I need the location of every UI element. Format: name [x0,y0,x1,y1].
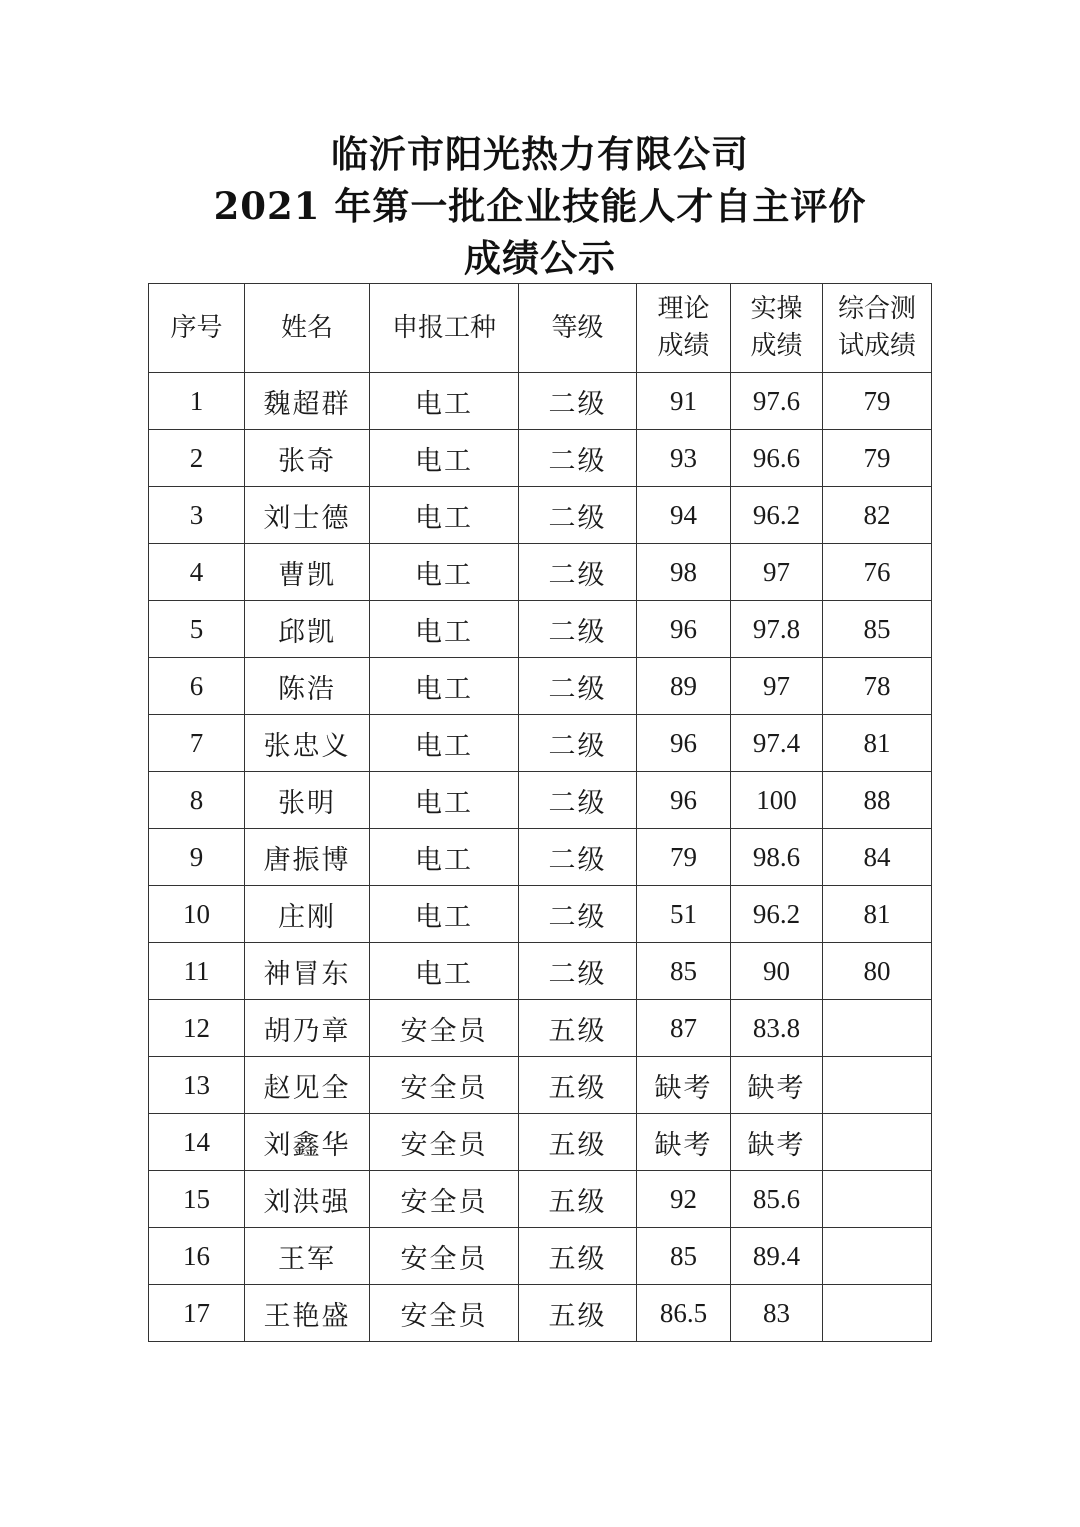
header-label-line2: 试成绩 [837,331,916,361]
cell-no: 13 [149,1057,245,1114]
title-announcement: 成绩公示 [464,236,616,280]
cell-no: 16 [149,1228,245,1285]
cell-name: 胡乃章 [245,1000,370,1057]
cell-trade: 电工 [370,601,519,658]
cell-no: 7 [149,715,245,772]
cell-level: 五级 [519,1114,637,1171]
cell-level: 二级 [519,772,637,829]
cell-comprehensive: 88 [823,772,932,829]
cell-practical: 90 [731,943,823,1000]
document-title [0,128,1080,284]
cell-theory: 89 [637,658,731,715]
table-row [149,886,932,943]
cell-practical: 97.8 [731,601,823,658]
title-batch: 2021 年第一批企业技能人才自主评价 [213,184,867,228]
header-comprehensive [823,284,932,373]
cell-trade: 电工 [370,943,519,1000]
cell-comprehensive: 82 [823,487,932,544]
cell-level: 五级 [519,1000,637,1057]
cell-trade: 电工 [370,544,519,601]
cell-comprehensive: 85 [823,601,932,658]
table-row [149,1285,932,1342]
table-row [149,715,932,772]
cell-name: 魏超群 [245,373,370,430]
cell-trade: 电工 [370,886,519,943]
table-row [149,1114,932,1171]
cell-comprehensive: 79 [823,373,932,430]
cell-level: 二级 [519,943,637,1000]
cell-trade: 电工 [370,715,519,772]
cell-level: 二级 [519,544,637,601]
cell-name: 邱凯 [245,601,370,658]
cell-name: 唐振博 [245,829,370,886]
cell-no: 3 [149,487,245,544]
cell-theory: 96 [637,601,731,658]
table-row [149,601,932,658]
cell-no: 4 [149,544,245,601]
table-row [149,487,932,544]
cell-trade: 安全员 [370,1171,519,1228]
cell-level: 五级 [519,1285,637,1342]
header-label-line2: 成绩 [657,331,710,361]
cell-practical: 89.4 [731,1228,823,1285]
cell-level: 五级 [519,1171,637,1228]
header-label: 序号 [170,312,223,343]
cell-practical: 100 [731,772,823,829]
cell-no: 9 [149,829,245,886]
cell-comprehensive: 76 [823,544,932,601]
cell-no: 11 [149,943,245,1000]
cell-theory: 86.5 [637,1285,731,1342]
cell-practical: 98.6 [731,829,823,886]
cell-name: 王艳盛 [245,1285,370,1342]
cell-practical: 97.6 [731,373,823,430]
cell-trade: 电工 [370,430,519,487]
cell-level: 二级 [519,829,637,886]
cell-name: 刘士德 [245,487,370,544]
cell-no: 15 [149,1171,245,1228]
cell-no: 8 [149,772,245,829]
cell-practical: 97.4 [731,715,823,772]
table-header-row [149,284,932,373]
cell-name: 陈浩 [245,658,370,715]
cell-level: 二级 [519,487,637,544]
cell-name: 张忠义 [245,715,370,772]
cell-theory: 92 [637,1171,731,1228]
cell-level: 五级 [519,1057,637,1114]
cell-theory: 79 [637,829,731,886]
cell-theory: 87 [637,1000,731,1057]
cell-theory: 96 [637,772,731,829]
table-body [149,373,932,1342]
table-row [149,1171,932,1228]
cell-no: 17 [149,1285,245,1342]
cell-trade: 电工 [370,658,519,715]
cell-name: 神冒东 [245,943,370,1000]
cell-level: 二级 [519,715,637,772]
cell-practical: 83.8 [731,1000,823,1057]
header-name [245,284,370,373]
cell-comprehensive [823,1171,932,1228]
cell-trade: 安全员 [370,1057,519,1114]
cell-comprehensive [823,1228,932,1285]
cell-level: 二级 [519,373,637,430]
table-row [149,1057,932,1114]
header-label: 等级 [551,312,604,343]
header-label: 申报工种 [391,312,496,343]
cell-level: 二级 [519,430,637,487]
cell-comprehensive: 78 [823,658,932,715]
cell-comprehensive: 84 [823,829,932,886]
cell-comprehensive: 81 [823,715,932,772]
cell-comprehensive [823,1114,932,1171]
cell-trade: 安全员 [370,1285,519,1342]
cell-no: 6 [149,658,245,715]
header-label-line1: 理论 [657,294,710,324]
cell-theory: 93 [637,430,731,487]
cell-theory: 85 [637,943,731,1000]
header-level [519,284,637,373]
cell-practical: 96.2 [731,886,823,943]
cell-no: 1 [149,373,245,430]
cell-trade: 电工 [370,373,519,430]
cell-practical: 96.6 [731,430,823,487]
cell-theory: 98 [637,544,731,601]
cell-comprehensive [823,1057,932,1114]
cell-name: 赵见全 [245,1057,370,1114]
cell-theory: 缺考 [637,1057,731,1114]
header-practical [731,284,823,373]
table-row [149,658,932,715]
cell-name: 王军 [245,1228,370,1285]
header-trade [370,284,519,373]
cell-trade: 电工 [370,829,519,886]
cell-theory: 缺考 [637,1114,731,1171]
cell-name: 庄刚 [245,886,370,943]
scores-table [148,283,932,1342]
cell-level: 五级 [519,1228,637,1285]
cell-comprehensive: 79 [823,430,932,487]
cell-comprehensive [823,1285,932,1342]
cell-name: 刘洪强 [245,1171,370,1228]
cell-comprehensive: 81 [823,886,932,943]
cell-trade: 电工 [370,487,519,544]
cell-name: 刘鑫华 [245,1114,370,1171]
header-no [149,284,245,373]
table-row [149,772,932,829]
cell-theory: 94 [637,487,731,544]
table-row [149,829,932,886]
cell-no: 10 [149,886,245,943]
table-row [149,1000,932,1057]
cell-comprehensive [823,1000,932,1057]
header-label-line1: 综合测 [837,294,916,324]
cell-trade: 安全员 [370,1000,519,1057]
cell-theory: 51 [637,886,731,943]
cell-no: 2 [149,430,245,487]
cell-level: 二级 [519,658,637,715]
cell-no: 12 [149,1000,245,1057]
cell-practical: 97 [731,658,823,715]
cell-name: 张明 [245,772,370,829]
cell-name: 曹凯 [245,544,370,601]
cell-practical: 85.6 [731,1171,823,1228]
table-row [149,1228,932,1285]
cell-practical: 83 [731,1285,823,1342]
cell-practical: 缺考 [731,1057,823,1114]
cell-no: 14 [149,1114,245,1171]
table-row [149,544,932,601]
cell-level: 二级 [519,886,637,943]
header-theory [637,284,731,373]
cell-trade: 电工 [370,772,519,829]
cell-practical: 96.2 [731,487,823,544]
header-label-line1: 实操 [750,294,803,324]
cell-theory: 85 [637,1228,731,1285]
table-row [149,943,932,1000]
cell-level: 二级 [519,601,637,658]
header-label-line2: 成绩 [750,331,803,361]
cell-no: 5 [149,601,245,658]
cell-trade: 安全员 [370,1114,519,1171]
cell-comprehensive: 80 [823,943,932,1000]
table-row [149,373,932,430]
header-label: 姓名 [280,312,333,343]
cell-theory: 96 [637,715,731,772]
cell-practical: 缺考 [731,1114,823,1171]
title-company: 临沂市阳光热力有限公司 [331,132,749,176]
cell-practical: 97 [731,544,823,601]
table-row [149,430,932,487]
cell-name: 张奇 [245,430,370,487]
cell-theory: 91 [637,373,731,430]
cell-trade: 安全员 [370,1228,519,1285]
